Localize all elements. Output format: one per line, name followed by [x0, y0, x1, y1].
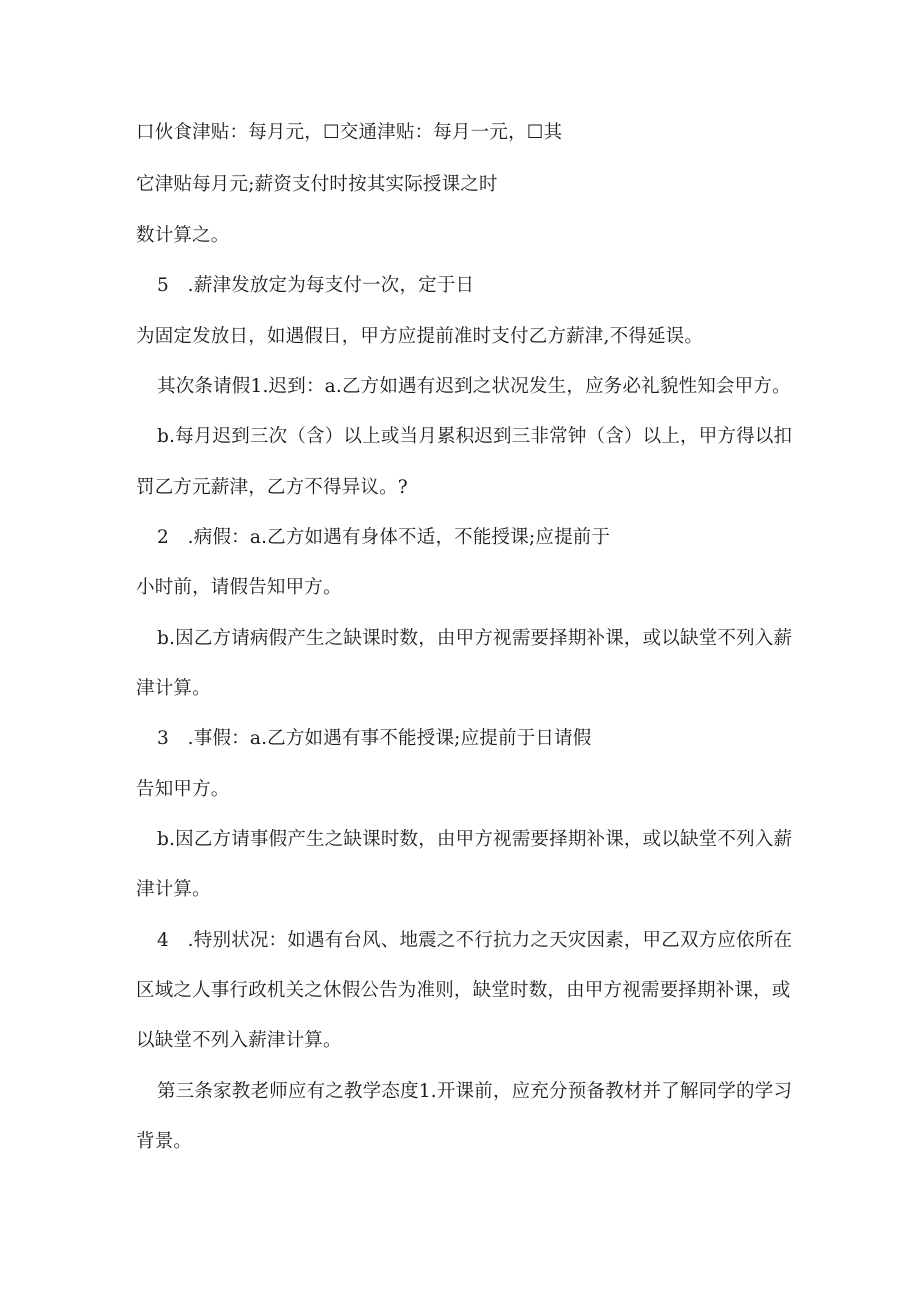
text-line-payday: 为固定发放日，如遇假日，甲方应提前准时支付乙方薪津,不得延误。 [136, 326, 704, 347]
text-line-late-penalty: 罚乙方元薪津，乙方不得异议。? [136, 477, 408, 498]
text-line-late-b: b.每月迟到三次（含）以上或当月累积迟到三非常钟（含）以上，甲方得以扣 [157, 426, 793, 447]
text-line-article-3: 第三条家教老师应有之教学态度1.开课前，应充分预备教材并了解同学的学习 [157, 1081, 793, 1102]
text-line-special-2: 区域之人事行政机关之休假公告为准则，缺堂时数，由甲方视需要择期补课，或 [136, 980, 791, 1001]
text-line-article-3-end: 背景。 [136, 1131, 193, 1152]
text-line-personal-calc: 津计算。 [136, 879, 211, 900]
text-line-sick-b: b.因乙方请病假产生之缺课时数，由甲方视需要择期补课，或以缺堂不列入薪 [157, 628, 793, 649]
text-line-personal-b: b.因乙方请事假产生之缺课时数，由甲方视需要择期补课，或以缺堂不列入薪 [157, 829, 793, 850]
text-line-special: 4 .特别状况：如遇有台风、地震之不行抗力之天灾因素，甲乙双方应依所在 [157, 930, 793, 951]
text-line-sick-leave: 2 .病假：a.乙方如遇有身体不适，不能授课;应提前于 [157, 527, 611, 548]
text-line-personal-notice: 告知甲方。 [136, 779, 230, 800]
text-line-personal-leave: 3 .事假：a.乙方如遇有事不能授课;应提前于日请假 [157, 728, 592, 749]
text-line-article-2-late: 其次条请假1.迟到：a.乙方如遇有迟到之状况发生，应务必礼貌性知会甲方。 [157, 376, 791, 397]
text-line-special-3: 以缺堂不列入薪津计算。 [136, 1030, 342, 1051]
text-line-other-allowance: 它津贴每月元;薪资支付时按其实际授课之时 [136, 174, 498, 195]
text-line-sick-calc: 津计算。 [136, 678, 211, 699]
text-line-calc: 数计算之。 [136, 225, 230, 246]
text-line-item-5: 5 .薪津发放定为每支付一次，定于日 [157, 275, 475, 296]
text-line-allowances: 口伙食津贴：每月元，☐交通津贴：每月一元，☐其 [136, 122, 563, 143]
text-line-sick-notice: 小时前，请假告知甲方。 [136, 577, 342, 598]
